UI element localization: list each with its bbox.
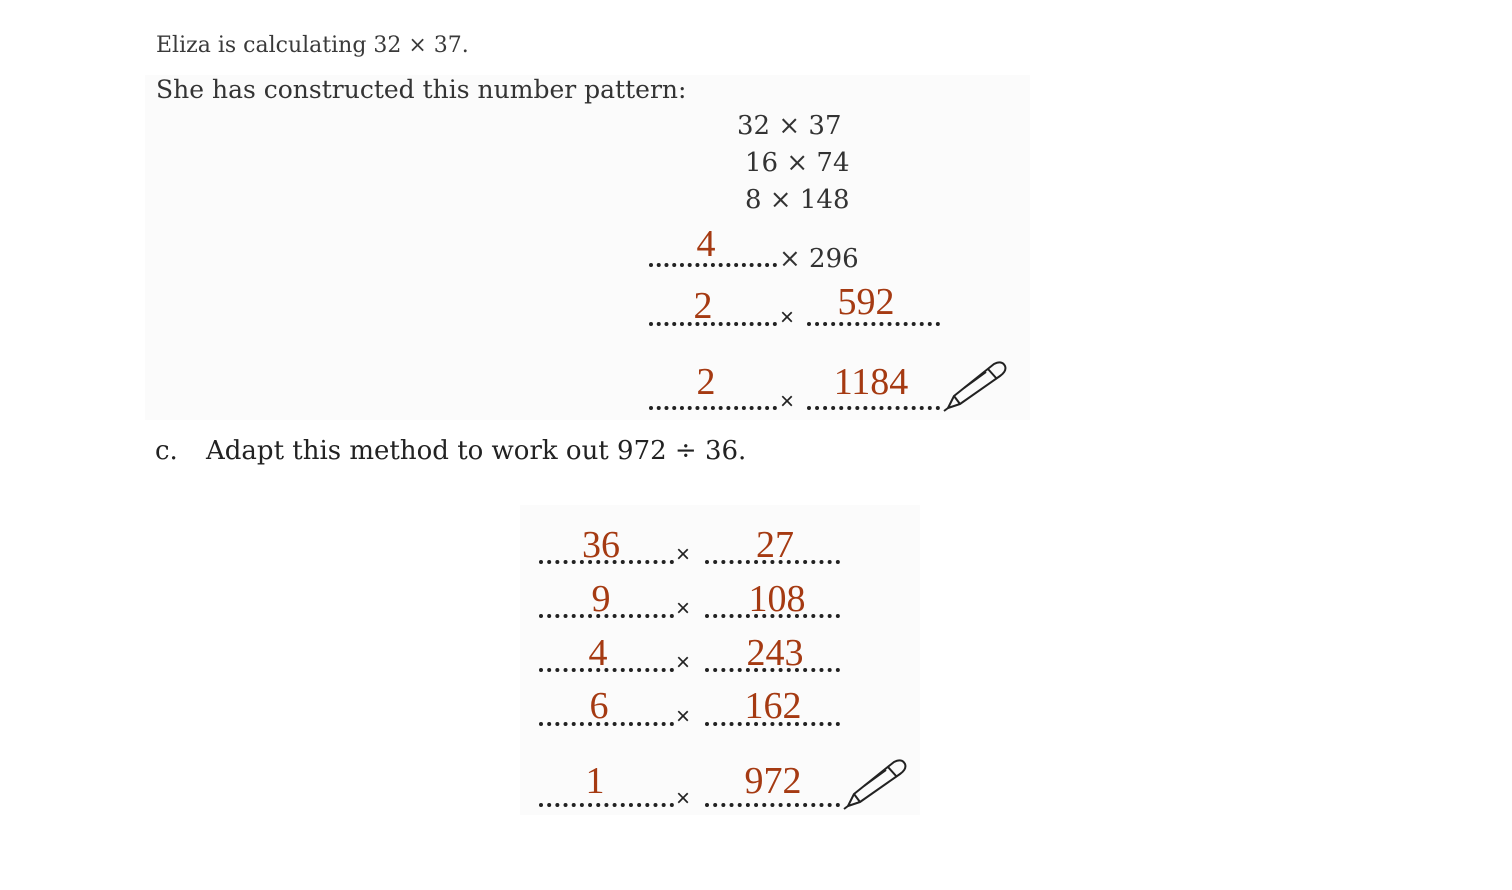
times-sign: × [676,541,691,568]
part-c-label: c. [155,436,178,466]
answer-row4-right: 162 [744,685,802,727]
times-sign: × [676,785,691,812]
answer-dotted-line [539,560,674,564]
answer-dotted-line [705,560,840,564]
times-sign: × [676,703,691,730]
pattern-line-4: × 296 [779,244,859,274]
intro-line-2: She has constructed this number pattern: [156,75,687,104]
answer-dotted-line [705,614,840,618]
pattern-row6-right-answer: 1184 [833,361,909,403]
answer-dotted-line [649,322,777,326]
answer-row5-right: 972 [744,760,802,802]
pattern-row5-left-answer: 2 [693,285,713,327]
answer-dotted-line [649,263,777,267]
part-c-question: Adapt this method to work out 972 ÷ 36. [206,436,747,466]
answer-row2-right: 108 [748,578,806,620]
answer-dotted-line [539,722,674,726]
times-sign: × [676,595,691,622]
answer-row4-left: 6 [589,685,609,727]
pattern-line-2: 16 × 74 [745,148,850,178]
answer-dotted-line [705,803,840,807]
answer-row3-right: 243 [746,632,804,674]
answer-dotted-line [705,722,840,726]
pencil-icon [840,756,910,812]
answer-dotted-line [649,406,777,410]
answer-row5-left: 1 [585,760,605,802]
answer-dotted-line [807,322,940,326]
times-sign: × [780,304,795,331]
answer-row1-right: 27 [756,524,794,566]
answer-dotted-line [807,406,940,410]
times-sign: × [676,649,691,676]
answer-dotted-line [539,803,674,807]
times-sign: × [780,388,795,415]
answer-row3-left: 4 [588,632,608,674]
pencil-icon [940,358,1010,414]
pattern-row5-right-answer: 592 [837,281,895,323]
pattern-line-3: 8 × 148 [745,185,850,215]
intro-line-1: Eliza is calculating 32 × 37. [156,33,469,58]
answer-row1-left: 36 [582,524,620,566]
pattern-row6-left-answer: 2 [696,361,716,403]
answer-dotted-line [539,668,674,672]
pattern-row4-left-answer: 4 [696,223,716,265]
pattern-line-1: 32 × 37 [737,111,842,141]
answer-row2-left: 9 [591,578,611,620]
answer-dotted-line [539,614,674,618]
answer-dotted-line [705,668,840,672]
